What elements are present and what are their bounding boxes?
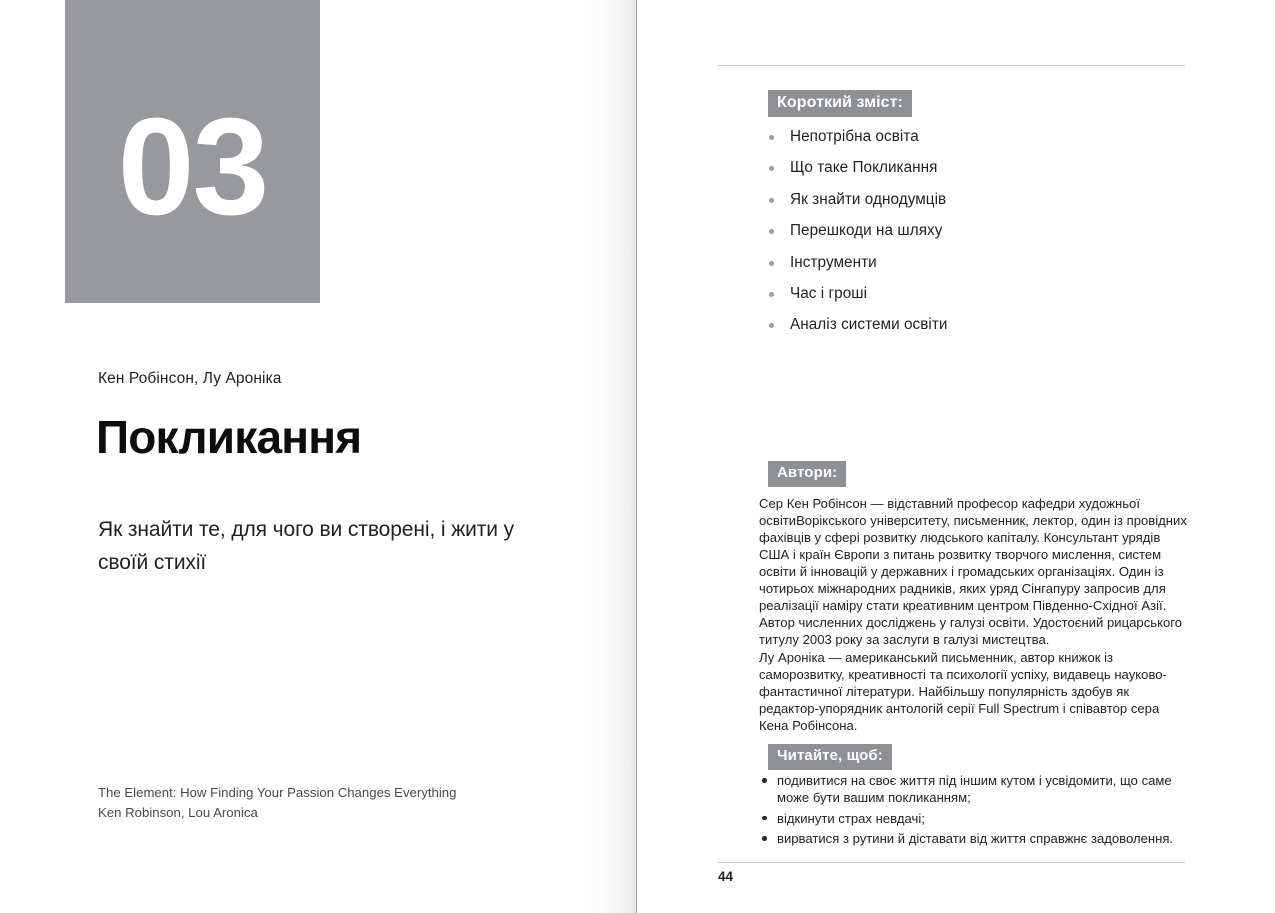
list-item: Інструменти <box>765 252 1185 283</box>
left-page <box>0 0 637 913</box>
original-edition-info <box>98 783 456 823</box>
list-item: Перешкоди на шляху <box>765 220 1185 251</box>
original-title: The Element: How Finding Your Passion Changes Everything <box>98 785 457 800</box>
list-item: Час і гроші <box>765 283 1185 314</box>
list-item: Аналіз системи освіти <box>765 314 1185 345</box>
contents-heading: Короткий зміст: <box>768 90 912 117</box>
right-page <box>637 0 1275 913</box>
footer-rule <box>718 862 1185 863</box>
list-item: подивитися на своє життя під іншим кутом і усвідомити, що саме може бути вашим покликанням; <box>759 772 1187 807</box>
author-bio-aronica: Лу Ароніка — американський письменник, автор книжок із саморозвитку, креативності та психології успіху, видавець науково-фантастичної літератури. Найбільшу популярність здобув як редактор-упорядник антологій серії Full Spectrum і співавтор сера Кена Робінсона. <box>759 650 1167 734</box>
list-item: Як знайти однодумців <box>765 189 1185 220</box>
header-rule <box>718 65 1185 66</box>
read-to-list <box>759 772 1187 851</box>
book-title: Покликання <box>96 411 362 463</box>
list-item: Непотрібна освіта <box>765 126 1185 157</box>
list-item: Що таке Покликання <box>765 157 1185 188</box>
chapter-number: 03 <box>117 90 268 244</box>
author-bio-robinson: Сер Кен Робінсон — відставний професор кафедри художньої освітиВорікського університету, письменник, лектор, один із провідних фахівців у сфері розвитку людського капіталу. Консультант урядів США і країн Європи з питань розвитку творчого мислення, систем освіти й інновацій у державних і громадських організаціях. Один із чотирьох міжнародних радників, яких уряд Сінгапуру запросив для реалізації наміру стати креативним центром Південно-Східної Азії. Автор численних досліджень у галузі освіти. Удостоєний рицарського титулу 2003 року за заслуги в галузі мистецтва. <box>759 496 1187 648</box>
read-to-heading: Читайте, щоб: <box>768 744 892 770</box>
authors-heading: Автори: <box>768 461 846 487</box>
author-byline: Кен Робінсон, Лу Ароніка <box>98 370 282 387</box>
book-subtitle: Як знайти те, для чого ви створені, і жити у своїй стихії <box>98 518 515 574</box>
page-number: 44 <box>718 869 734 884</box>
original-authors: Ken Robinson, Lou Aronica <box>98 804 258 820</box>
contents-list <box>765 126 1185 346</box>
list-item: вирватися з рутини й діставати від життя справжнє задоволення. <box>759 830 1187 847</box>
list-item: відкинути страх невдачі; <box>759 810 1187 827</box>
chapter-number-block <box>65 0 320 303</box>
